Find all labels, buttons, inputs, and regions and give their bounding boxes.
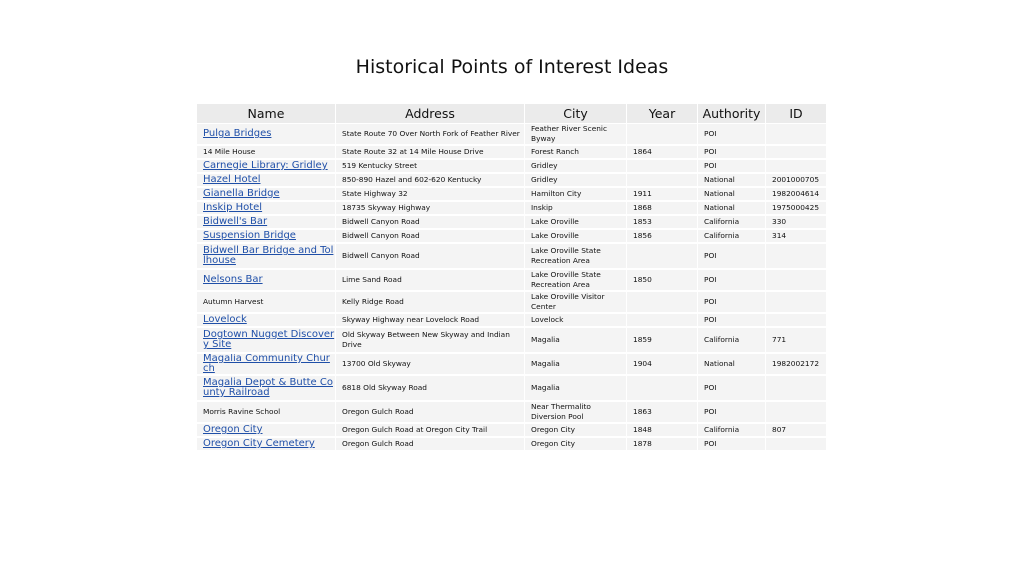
table-row <box>197 160 827 174</box>
poi-name-link[interactable]: Bidwell's Bar <box>203 216 268 227</box>
cell-address: 6818 Old Skyway Road <box>336 376 525 402</box>
cell-id <box>766 376 827 402</box>
cell-year: 1859 <box>627 328 698 354</box>
cell-address: Old Skyway Between New Skyway and Indian Drive <box>336 328 525 354</box>
table-row <box>197 174 827 188</box>
table-row <box>197 354 827 376</box>
cell-address: Kelly Ridge Road <box>336 292 525 314</box>
cell-city: Forest Ranch <box>525 146 627 160</box>
cell-id: 807 <box>766 424 827 438</box>
cell-id <box>766 124 827 146</box>
cell-authority: National <box>698 188 766 202</box>
cell-authority: California <box>698 424 766 438</box>
cell-city: Near Thermalito Diversion Pool <box>525 402 627 424</box>
cell-city: Lake Oroville State Recreation Area <box>525 270 627 292</box>
cell-year <box>627 244 698 270</box>
cell-authority: National <box>698 354 766 376</box>
cell-name <box>197 376 336 402</box>
cell-city: Hamilton City <box>525 188 627 202</box>
cell-name <box>197 124 336 146</box>
cell-city: Gridley <box>525 174 627 188</box>
cell-year <box>627 314 698 328</box>
poi-name-link[interactable]: Magalia Community Church <box>203 354 330 374</box>
table-row <box>197 146 827 160</box>
cell-name <box>197 438 336 452</box>
cell-year <box>627 124 698 146</box>
header-city: City <box>525 104 627 124</box>
cell-year <box>627 292 698 314</box>
poi-name-link[interactable]: Oregon City Cemetery <box>203 438 315 449</box>
cell-authority: POI <box>698 376 766 402</box>
cell-id <box>766 314 827 328</box>
cell-id <box>766 146 827 160</box>
cell-authority: POI <box>698 314 766 328</box>
table-row <box>197 314 827 328</box>
cell-name: Autumn Harvest <box>197 292 336 314</box>
cell-address: 18735 Skyway Highway <box>336 202 525 216</box>
poi-name-link[interactable]: Pulga Bridges <box>203 128 272 139</box>
cell-id <box>766 402 827 424</box>
cell-year: 1856 <box>627 230 698 244</box>
cell-year: 1868 <box>627 202 698 216</box>
cell-address: 13700 Old Skyway <box>336 354 525 376</box>
cell-name <box>197 328 336 354</box>
slide-title: Historical Points of Interest Ideas <box>355 56 669 78</box>
cell-city: Oregon City <box>525 438 627 452</box>
cell-address: Skyway Highway near Lovelock Road <box>336 314 525 328</box>
cell-authority: POI <box>698 270 766 292</box>
cell-city: Lake Oroville <box>525 216 627 230</box>
cell-year: 1848 <box>627 424 698 438</box>
cell-authority: POI <box>698 160 766 174</box>
cell-address: Bidwell Canyon Road <box>336 216 525 230</box>
table-row <box>197 230 827 244</box>
cell-address: 850-890 Hazel and 602-620 Kentucky <box>336 174 525 188</box>
cell-id <box>766 438 827 452</box>
cell-year: 1864 <box>627 146 698 160</box>
poi-name-link[interactable]: Nelsons Bar <box>203 274 263 285</box>
header-year: Year <box>627 104 698 124</box>
cell-name <box>197 314 336 328</box>
cell-year <box>627 174 698 188</box>
cell-authority: POI <box>698 438 766 452</box>
table-row <box>197 424 827 438</box>
cell-year <box>627 160 698 174</box>
cell-id <box>766 292 827 314</box>
cell-name <box>197 216 336 230</box>
cell-address: State Route 32 at 14 Mile House Drive <box>336 146 525 160</box>
cell-authority: POI <box>698 292 766 314</box>
cell-city: Lake Oroville <box>525 230 627 244</box>
cell-year: 1878 <box>627 438 698 452</box>
cell-id: 1982002172 <box>766 354 827 376</box>
cell-name: Morris Ravine School <box>197 402 336 424</box>
poi-name-link[interactable]: Bidwell Bar Bridge and Tollhouse <box>203 245 334 266</box>
cell-id <box>766 160 827 174</box>
table-row <box>197 438 827 452</box>
poi-name-link[interactable]: Oregon City <box>203 424 263 435</box>
cell-address: 519 Kentucky Street <box>336 160 525 174</box>
cell-address: Oregon Gulch Road at Oregon City Trail <box>336 424 525 438</box>
table-row <box>197 292 827 314</box>
poi-name-link[interactable]: Carnegie Library: Gridley <box>203 160 328 171</box>
cell-id: 1975000425 <box>766 202 827 216</box>
cell-year: 1853 <box>627 216 698 230</box>
cell-name <box>197 424 336 438</box>
cell-authority: POI <box>698 402 766 424</box>
cell-name <box>197 202 336 216</box>
table-row <box>197 376 827 402</box>
cell-authority: POI <box>698 146 766 160</box>
cell-name <box>197 230 336 244</box>
table-row <box>197 328 827 354</box>
cell-name <box>197 188 336 202</box>
cell-city: Inskip <box>525 202 627 216</box>
cell-authority: California <box>698 216 766 230</box>
cell-city: Lovelock <box>525 314 627 328</box>
cell-year <box>627 376 698 402</box>
cell-address: State Highway 32 <box>336 188 525 202</box>
table-row <box>197 124 827 146</box>
cell-year: 1863 <box>627 402 698 424</box>
poi-name-link[interactable]: Lovelock <box>203 314 247 325</box>
cell-id <box>766 270 827 292</box>
cell-id <box>766 244 827 270</box>
cell-year: 1850 <box>627 270 698 292</box>
cell-address: Bidwell Canyon Road <box>336 244 525 270</box>
cell-name <box>197 244 336 270</box>
cell-id: 2001000705 <box>766 174 827 188</box>
cell-address: State Route 70 Over North Fork of Feather River <box>336 124 525 146</box>
cell-city: Magalia <box>525 328 627 354</box>
header-address: Address <box>336 104 525 124</box>
cell-id: 771 <box>766 328 827 354</box>
cell-authority: National <box>698 202 766 216</box>
cell-authority: California <box>698 230 766 244</box>
table-row <box>197 402 827 424</box>
cell-city: Gridley <box>525 160 627 174</box>
poi-name-link[interactable]: Inskip Hotel <box>203 202 263 213</box>
poi-name-link[interactable]: Dogtown Nugget Discovery Site <box>203 329 335 350</box>
cell-city: Lake Oroville Visitor Center <box>525 292 627 314</box>
cell-authority: California <box>698 328 766 354</box>
cell-id: 330 <box>766 216 827 230</box>
cell-address: Lime Sand Road <box>336 270 525 292</box>
cell-city: Lake Oroville State Recreation Area <box>525 244 627 270</box>
cell-address: Oregon Gulch Road <box>336 402 525 424</box>
cell-name <box>197 174 336 188</box>
table-row <box>197 188 827 202</box>
cell-authority: POI <box>698 244 766 270</box>
cell-address: Oregon Gulch Road <box>336 438 525 452</box>
poi-name-link[interactable]: Suspension Bridge <box>203 230 296 241</box>
cell-year: 1904 <box>627 354 698 376</box>
table-row <box>197 202 827 216</box>
cell-authority: POI <box>698 124 766 146</box>
table-row <box>197 216 827 230</box>
cell-city: Magalia <box>525 354 627 376</box>
table-row <box>197 270 827 292</box>
table-header-row <box>197 104 827 124</box>
cell-id: 1982004614 <box>766 188 827 202</box>
cell-city: Magalia <box>525 376 627 402</box>
cell-name <box>197 354 336 376</box>
cell-city: Feather River Scenic Byway <box>525 124 627 146</box>
poi-table <box>197 104 827 452</box>
header-id: ID <box>766 104 827 124</box>
cell-name <box>197 270 336 292</box>
cell-id: 314 <box>766 230 827 244</box>
poi-name-link[interactable]: Hazel Hotel <box>203 174 261 185</box>
cell-name <box>197 160 336 174</box>
cell-city: Oregon City <box>525 424 627 438</box>
poi-name-link[interactable]: Magalia Depot & Butte County Railroad <box>203 377 333 398</box>
header-authority: Authority <box>698 104 766 124</box>
cell-authority: National <box>698 174 766 188</box>
poi-name-link[interactable]: Gianella Bridge <box>203 188 280 199</box>
header-name: Name <box>197 104 336 124</box>
cell-address: Bidwell Canyon Road <box>336 230 525 244</box>
cell-year: 1911 <box>627 188 698 202</box>
cell-name: 14 Mile House <box>197 146 336 160</box>
table-row <box>197 244 827 270</box>
